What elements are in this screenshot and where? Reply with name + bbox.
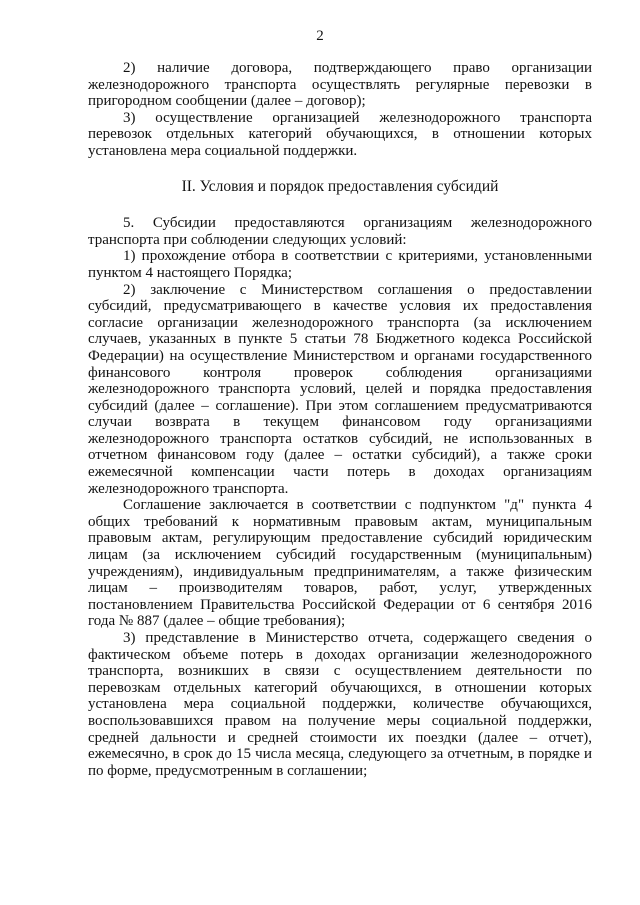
paragraph-transport-students: 3) осуществление организацией железнодорожного транспорта перевозок отдельных категорий обучающихся, в отношении которых установлена мера социальной поддержки. [88, 109, 592, 159]
document-body [88, 60, 592, 779]
paragraph-agreement-basis: Соглашение заключается в соответствии с подпунктом "д" пункта 4 общих требований к нормативным правовым актам, муниципальным правовым актам, регулирующим предоставление субсидий юридическим лицам (за исключением субсидий государственным (муниципальным) учреждениям), индивидуальным предпринимателям, а также физическим лицам – производителям товаров, работ, услуг, утвержденных постановлением Правительства Российской Федерации от 6 сентября 2016 года № 887 (далее – общие требования); [88, 497, 592, 630]
paragraph-subsidy-conditions: 5. Субсидии предоставляются организациям железнодорожного транспорта при соблюдении следующих условий: [88, 215, 592, 248]
section-heading: II. Условия и порядок предоставления субсидий [181, 177, 499, 195]
paragraph-selection: 1) прохождение отбора в соответствии с критериями, установленными пунктом 4 настоящего Порядка; [88, 248, 592, 281]
page-number: 2 [316, 28, 324, 44]
paragraph-contract: 2) наличие договора, подтверждающего право организации железнодорожного транспорта осуществлять регулярные перевозки в пригородном сообщении (далее – договор); [88, 60, 592, 110]
paragraph-agreement: 2) заключение с Министерством соглашения о предоставлении субсидий, предусматривающего в качестве условия их предоставления согласие организации железнодорожного транспорта (за исключением случаев, указанных в пункте 5 статьи 78 Бюджетного кодекса Российской Федерации) на осуществление Министерством и органами государственного финансового контроля проверок соблюдения организациями железнодорожного транспорта условий, целей и порядка предоставления субсидий (далее – соглашение). При этом соглашением предусматриваются случаи возврата в текущем финансовом году организациями железнодорожного транспорта остатков субсидий, не использованных в отчетном финансовом году (далее – остатки субсидий), а также сроки ежемесячной компенсации части потерь в доходах организациям железнодорожного транспорта. [88, 281, 592, 497]
paragraph-report: 3) представление в Министерство отчета, содержащего сведения о фактическом объеме потерь в доходах организации железнодорожного транспорта, возникших в связи с осуществлением деятельности по перевозкам отдельных категорий обучающихся, в отношении которых установлена мера социальной поддержки, количестве обучающихся, воспользовавшихся правом на получение меры социальной поддержки, средней дальности и средней стоимости их поездки (далее – отчет), ежемесячно, в срок до 15 числа месяца, следующего за отчетным, в порядке и по форме, предусмотренным в соглашении; [88, 630, 592, 779]
